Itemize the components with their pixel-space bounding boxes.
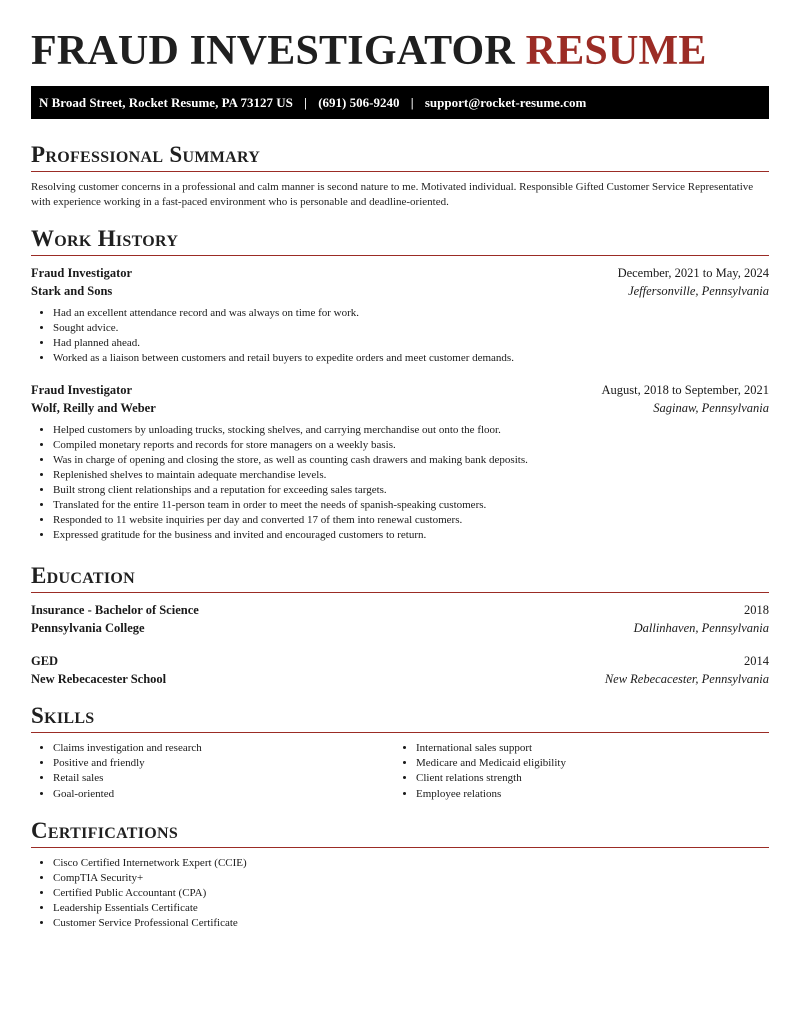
section-divider xyxy=(31,171,769,172)
education-entry xyxy=(31,601,769,637)
job-location: Saginaw, Pennsylvania xyxy=(653,401,769,415)
contact-email: support@rocket-resume.com xyxy=(424,95,587,110)
list-item: • Cisco Certified Internetwork Expert (CCIE) xyxy=(53,856,769,871)
job-entry xyxy=(31,381,769,543)
list-item: • Employee relations xyxy=(416,787,757,802)
education-entry xyxy=(31,652,769,688)
job-bullets xyxy=(31,306,769,366)
list-item: • Claims investigation and research xyxy=(53,741,394,756)
summary-section xyxy=(31,141,769,210)
job-location: Jeffersonville, Pennsylvania xyxy=(628,284,769,298)
section-heading: Education xyxy=(31,563,135,588)
list-item: • Compiled monetary reports and records for store managers on a weekly basis. xyxy=(53,438,769,453)
contact-bar xyxy=(31,86,769,119)
list-item: • Helped customers by unloading trucks, stocking shelves, and carrying merchandise out onto the floor. xyxy=(53,423,769,438)
list-item: • Certified Public Accountant (CPA) xyxy=(53,886,769,901)
education-section xyxy=(31,562,769,688)
section-divider xyxy=(31,732,769,733)
contact-phone: (691) 506-9240 xyxy=(318,95,400,110)
section-heading: Professional Summary xyxy=(31,142,261,167)
education-degree: Insurance - Bachelor of Science xyxy=(31,603,199,617)
summary-text: Resolving customer concerns in a professional and calm manner is second nature to me. Motivated individual. Responsible Gifted Customer Service Representative with experience working in a fast-paced environment who is personable and deadline-oriented. xyxy=(31,181,754,208)
list-item: • Retail sales xyxy=(53,771,394,786)
section-divider xyxy=(31,255,769,256)
list-item: • Built strong client relationships and a reputation for exceeding sales targets. xyxy=(53,483,769,498)
job-dates: August, 2018 to September, 2021 xyxy=(601,383,769,397)
skills-column-left xyxy=(31,741,394,802)
list-item: • Customer Service Professional Certificate xyxy=(53,916,769,931)
contact-separator: | xyxy=(410,95,414,110)
job-bullets xyxy=(31,423,769,543)
education-location: New Rebecacester, Pennsylvania xyxy=(604,672,769,686)
list-item: • CompTIA Security+ xyxy=(53,871,769,886)
list-item: • Goal-oriented xyxy=(53,787,394,802)
education-school: New Rebecacester School xyxy=(31,672,167,686)
certifications-section xyxy=(31,817,769,931)
title-main: FRAUD INVESTIGATOR xyxy=(31,28,515,74)
section-divider xyxy=(31,847,769,848)
list-item: • Responded to 11 website inquiries per day and converted 17 of them into renewal customers. xyxy=(53,513,769,528)
work-history-section xyxy=(31,225,769,543)
skills-section xyxy=(31,702,769,802)
section-heading: Work History xyxy=(31,226,179,251)
list-item: • Was in charge of opening and closing the store, as well as counting cash drawers and making bank deposits. xyxy=(53,453,769,468)
job-company: Stark and Sons xyxy=(31,284,113,298)
job-entry xyxy=(31,264,769,366)
section-heading: Skills xyxy=(31,703,95,728)
education-year: 2018 xyxy=(744,603,769,617)
education-degree: GED xyxy=(31,654,59,668)
list-item: • Leadership Essentials Certificate xyxy=(53,901,769,916)
list-item: • Translated for the entire 11-person team in order to meet the needs of spanish-speaking customers. xyxy=(53,498,769,513)
education-school: Pennsylvania College xyxy=(31,621,145,635)
section-heading: Certifications xyxy=(31,818,179,843)
section-divider xyxy=(31,592,769,593)
skills-column-right xyxy=(394,741,757,802)
list-item: • Had an excellent attendance record and was always on time for work. xyxy=(53,306,769,321)
list-item: • Had planned ahead. xyxy=(53,336,769,351)
job-title: Fraud Investigator xyxy=(31,266,133,280)
contact-address: N Broad Street, Rocket Resume, PA 73127 US xyxy=(39,95,293,110)
job-dates: December, 2021 to May, 2024 xyxy=(617,266,769,280)
title-accent: RESUME xyxy=(525,28,707,74)
list-item: • International sales support xyxy=(416,741,757,756)
list-item: • Positive and friendly xyxy=(53,756,394,771)
resume-title xyxy=(31,26,707,76)
education-location: Dallinhaven, Pennsylvania xyxy=(633,621,769,635)
list-item: • Medicare and Medicaid eligibility xyxy=(416,756,757,771)
education-year: 2014 xyxy=(744,654,769,668)
list-item: • Client relations strength xyxy=(416,771,757,786)
job-company: Wolf, Reilly and Weber xyxy=(31,401,156,415)
list-item: • Expressed gratitude for the business and invited and encouraged customers to return. xyxy=(53,528,769,543)
contact-separator: | xyxy=(304,95,307,110)
job-title: Fraud Investigator xyxy=(31,383,133,397)
certifications-list xyxy=(31,856,769,931)
list-item: • Worked as a liaison between customers and retail buyers to expedite orders and meet customer demands. xyxy=(53,351,769,366)
list-item: • Sought advice. xyxy=(53,321,769,336)
list-item: • Replenished shelves to maintain adequate merchandise levels. xyxy=(53,468,769,483)
